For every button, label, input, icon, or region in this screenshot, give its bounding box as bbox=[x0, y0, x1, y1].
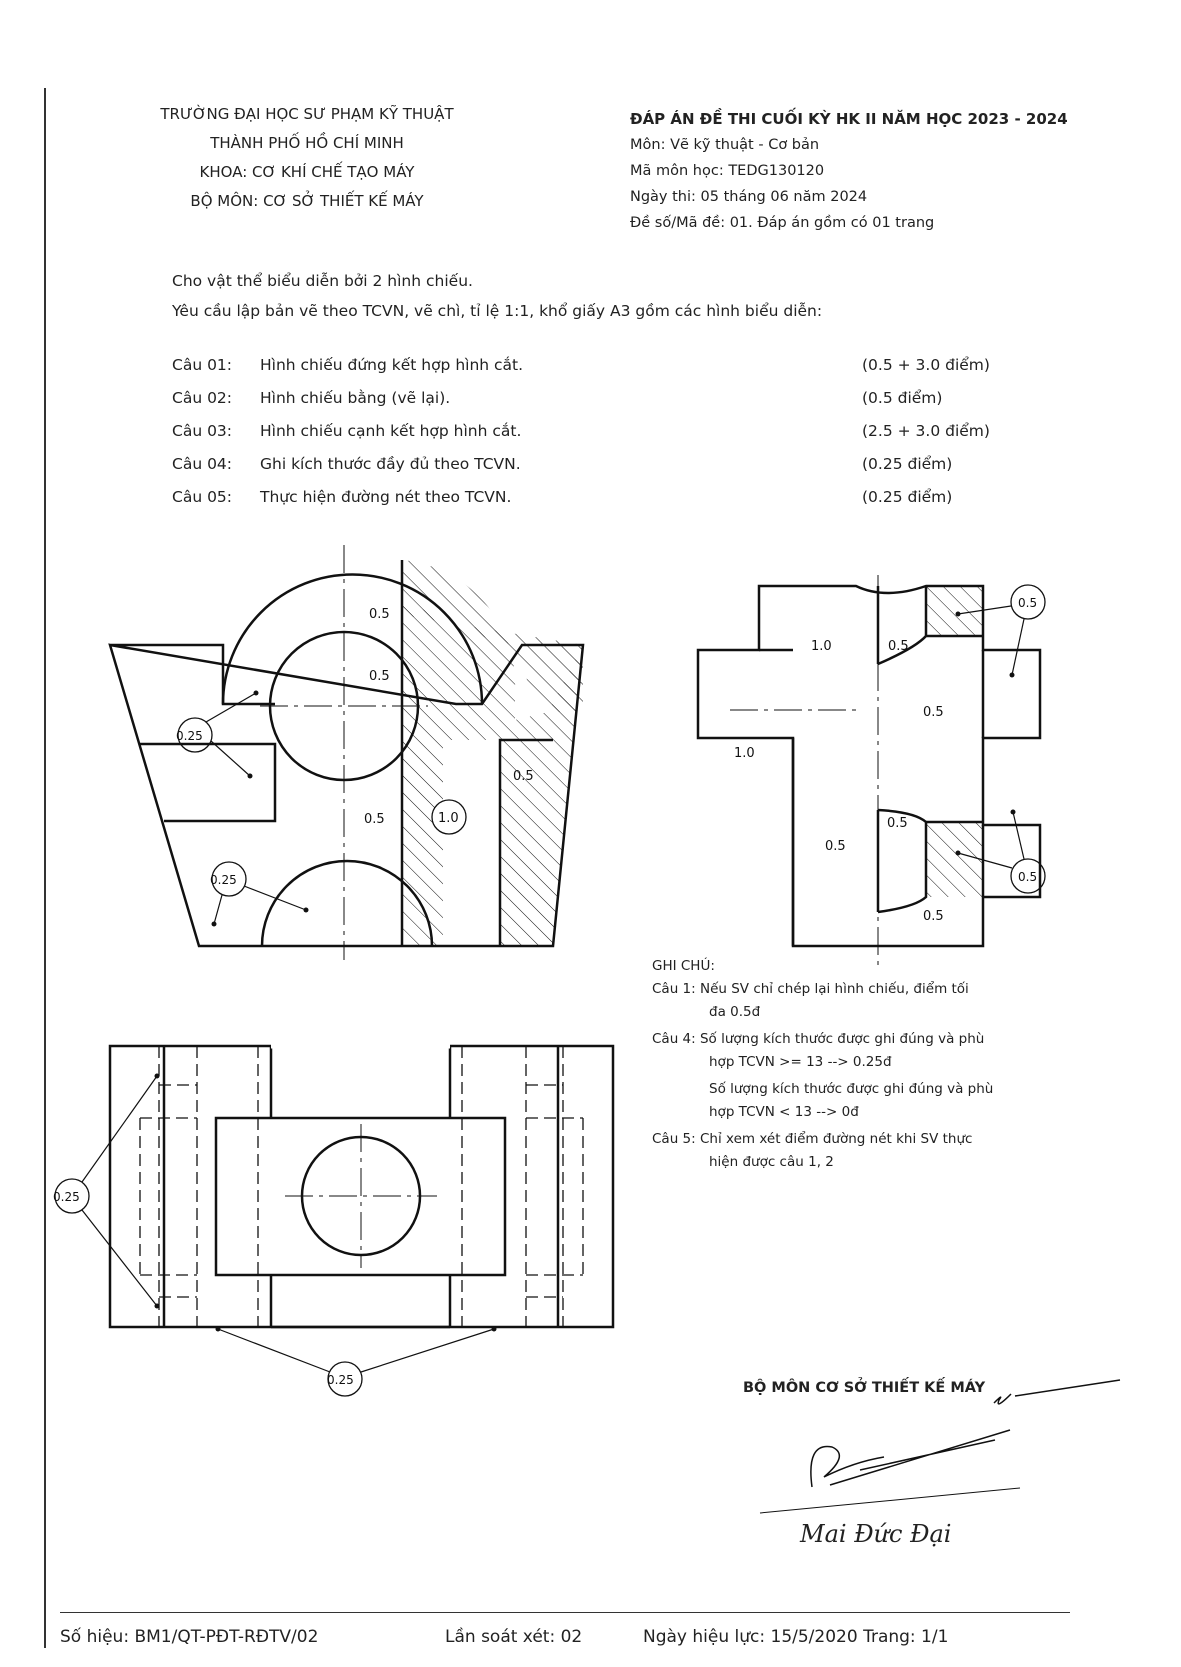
exam-number: Đề số/Mã đề: 01. Đáp án gồm có 01 trang bbox=[630, 215, 935, 231]
footer bbox=[60, 1612, 1070, 1647]
score-label: 1.0 bbox=[811, 639, 832, 654]
leader-dot bbox=[956, 851, 961, 856]
question-score: (0.25 điểm) bbox=[862, 488, 953, 506]
score-label: 0.5 bbox=[369, 669, 390, 684]
score-label: 0.25 bbox=[327, 1373, 354, 1387]
leader-dot bbox=[956, 612, 961, 617]
leader-line bbox=[211, 741, 250, 776]
leader-line bbox=[1012, 619, 1024, 675]
leader-line bbox=[82, 1076, 157, 1182]
notes bbox=[652, 955, 1072, 1174]
score-label: 1.0 bbox=[438, 811, 459, 826]
note-q4-cont: hợp TCVN >= 13 --> 0.25đ bbox=[709, 1054, 892, 1070]
note-q4-b: Số lượng kích thước được ghi đúng và phù bbox=[709, 1081, 994, 1097]
hatch-area bbox=[926, 822, 983, 897]
leader-line bbox=[214, 895, 222, 924]
score-label: 0.5 bbox=[364, 812, 385, 827]
leader-line bbox=[82, 1210, 157, 1306]
question-text: Hình chiếu đứng kết hợp hình cắt. bbox=[260, 356, 524, 374]
score-label: 0.5 bbox=[923, 705, 944, 720]
subject-code: Mã môn học: TEDG130120 bbox=[630, 163, 825, 179]
score-label: 0.5 bbox=[923, 909, 944, 924]
question-text: Thực hiện đường nét theo TCVN. bbox=[260, 488, 512, 506]
score-label: 0.5 bbox=[888, 639, 909, 654]
score-label: 0.5 bbox=[513, 769, 534, 784]
signature bbox=[760, 1380, 1120, 1513]
leader-line bbox=[244, 886, 306, 910]
question-score: (0.25 điểm) bbox=[862, 455, 953, 473]
exam-title: ĐÁP ÁN ĐỀ THI CUỐI KỲ HK II NĂM HỌC 2023 - 2024 bbox=[630, 110, 1068, 128]
school-city: THÀNH PHỐ HỒ CHÍ MINH bbox=[210, 134, 404, 152]
leader-line bbox=[218, 1329, 330, 1372]
question-label: Câu 04: bbox=[172, 455, 233, 473]
top-view bbox=[53, 1046, 613, 1396]
score-label: 0.5 bbox=[369, 607, 390, 622]
signer-name: Mai Đức Đại bbox=[800, 1520, 952, 1548]
note-q5: Câu 5: Chỉ xem xét điểm đường nét khi SV thực bbox=[652, 1131, 973, 1147]
question-text: Hình chiếu bằng (vẽ lại). bbox=[260, 389, 451, 407]
note-q4-b-cont: hợp TCVN < 13 --> 0đ bbox=[709, 1104, 859, 1120]
leader-dot bbox=[248, 774, 253, 779]
subject: Môn: Vẽ kỹ thuật - Cơ bản bbox=[630, 137, 820, 153]
score-label: 0.5 bbox=[887, 816, 908, 831]
signature-department: BỘ MÔN CƠ SỞ THIẾT KẾ MÁY bbox=[743, 1380, 986, 1396]
effective-date: Ngày hiệu lực: 15/5/2020 Trang: 1/1 bbox=[643, 1627, 949, 1647]
hatch-area-main bbox=[402, 560, 583, 946]
side-outline bbox=[698, 586, 1040, 946]
score-label: 0.5 bbox=[1018, 870, 1038, 884]
left-step bbox=[140, 744, 275, 821]
leader-dot bbox=[492, 1327, 497, 1332]
faculty-name: KHOA: CƠ KHÍ CHẾ TẠO MÁY bbox=[199, 163, 415, 181]
score-label: 0.5 bbox=[1018, 596, 1038, 610]
document-code: Số hiệu: BM1/QT-PĐT-RĐTV/02 bbox=[60, 1627, 319, 1647]
question-score: (2.5 + 3.0 điểm) bbox=[862, 422, 990, 440]
leader-dot bbox=[155, 1074, 160, 1079]
school-name: TRƯỜNG ĐẠI HỌC SƯ PHẠM KỸ THUẬT bbox=[160, 105, 454, 123]
question-score: (0.5 + 3.0 điểm) bbox=[862, 356, 990, 374]
question-text: Hình chiếu cạnh kết hợp hình cắt. bbox=[260, 422, 522, 440]
side-view bbox=[698, 575, 1045, 965]
leader-dot bbox=[155, 1304, 160, 1309]
leader-line bbox=[361, 1329, 494, 1372]
leader-dot bbox=[216, 1327, 221, 1332]
leader-dot bbox=[1011, 810, 1016, 815]
signature-scribble bbox=[811, 1430, 1010, 1487]
leader-dot bbox=[212, 922, 217, 927]
score-label: 0.25 bbox=[53, 1190, 80, 1204]
question-label: Câu 03: bbox=[172, 422, 233, 440]
exam-date: Ngày thi: 05 tháng 06 năm 2024 bbox=[630, 189, 868, 205]
question-label: Câu 05: bbox=[172, 488, 233, 506]
intro-line-1: Cho vật thể biểu diễn bởi 2 hình chiếu. bbox=[172, 272, 473, 290]
note-q1: Câu 1: Nếu SV chỉ chép lại hình chiếu, điểm tối bbox=[652, 981, 969, 997]
score-label: 0.5 bbox=[825, 839, 846, 854]
note-q1-cont: đa 0.5đ bbox=[709, 1004, 761, 1020]
score-label: 0.25 bbox=[176, 729, 203, 743]
note-q4: Câu 4: Số lượng kích thước được ghi đúng và phù bbox=[652, 1031, 985, 1047]
initials-mark bbox=[994, 1380, 1120, 1404]
note-q5-cont: hiện được câu 1, 2 bbox=[709, 1154, 834, 1170]
leader-dot bbox=[1010, 673, 1015, 678]
question-label: Câu 01: bbox=[172, 356, 233, 374]
notes-title: GHI CHÚ: bbox=[652, 958, 715, 974]
leader-line bbox=[1013, 812, 1024, 859]
leader-dot bbox=[304, 908, 309, 913]
leader-dot bbox=[254, 691, 259, 696]
department-name: BỘ MÔN: CƠ SỞ THIẾT KẾ MÁY bbox=[190, 192, 424, 210]
score-label: 1.0 bbox=[734, 746, 755, 761]
leader-line bbox=[206, 693, 256, 722]
question-text: Ghi kích thước đầy đủ theo TCVN. bbox=[260, 455, 521, 473]
intro-line-2: Yêu cầu lập bản vẽ theo TCVN, vẽ chì, tỉ lệ 1:1, khổ giấy A3 gồm các hình biểu diễn: bbox=[172, 302, 823, 320]
signature-line bbox=[760, 1488, 1020, 1513]
score-label: 0.25 bbox=[210, 873, 237, 887]
question-score: (0.5 điểm) bbox=[862, 389, 943, 407]
front-view bbox=[110, 545, 583, 960]
question-label: Câu 02: bbox=[172, 389, 233, 407]
revision: Lần soát xét: 02 bbox=[445, 1627, 583, 1647]
